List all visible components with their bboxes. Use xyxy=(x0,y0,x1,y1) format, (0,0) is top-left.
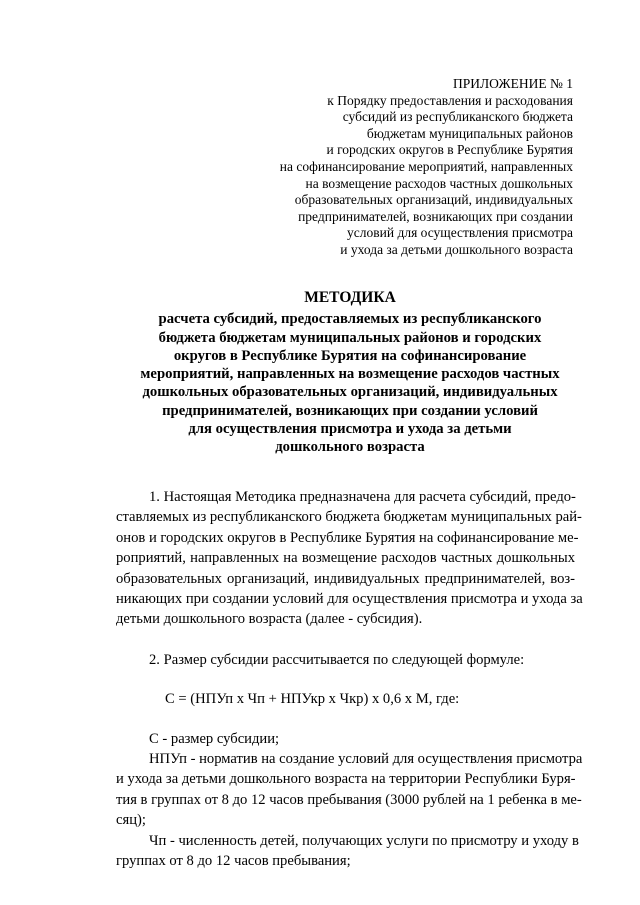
title-line: дошкольного возраста xyxy=(275,439,425,456)
paragraph-line: 2. Размер субсидии рассчитывается по следующей формуле: xyxy=(149,651,525,668)
appendix-line: и городских округов в Республике Бурятия xyxy=(326,142,573,158)
appendix-line: субсидий из республиканского бюджета xyxy=(342,109,573,125)
paragraph-line: никающих при создании условий для осуществления присмотра и ухода за xyxy=(116,591,583,608)
paragraph-line: и ухода за детьми дошкольного возраста на территории Республики Буря- xyxy=(116,771,576,788)
paragraph-1 xyxy=(116,487,583,630)
subsidy-formula: С = (НПУп х Чп + НПУкр х Чкр) х 0,6 х М, где: xyxy=(165,691,460,708)
appendix-line: на софинансирование мероприятий, направленных xyxy=(279,158,573,174)
appendix-line: и ухода за детьми дошкольного возраста xyxy=(340,241,573,257)
paragraph-line: С - размер субсидии; xyxy=(149,730,280,747)
title-line: бюджета бюджетам муниципальных районов и городских xyxy=(158,329,542,346)
appendix-line: ПРИЛОЖЕНИЕ № 1 xyxy=(452,76,573,91)
paragraph-line: Чп - численность детей, получающих услуги по присмотру и уходу в xyxy=(149,832,579,849)
title-line: расчета субсидий, предоставляемых из республиканского xyxy=(158,311,542,328)
paragraph-line: 1. Настоящая Методика предназначена для расчета субсидий, предо- xyxy=(149,489,576,505)
definition-chp xyxy=(116,831,579,872)
paragraph-2 xyxy=(116,650,575,670)
paragraph-line: детьми дошкольного возраста (далее - субсидия). xyxy=(116,611,423,628)
paragraph-line: сяц); xyxy=(116,812,146,829)
title-line: предпринимателей, возникающих при создании условий xyxy=(162,402,538,419)
document-title xyxy=(100,289,600,457)
appendix-line: образовательных организаций, индивидуальных xyxy=(294,192,573,208)
appendix-line: к Порядку предоставления и расходования xyxy=(327,92,573,108)
title-heading: МЕТОДИКА xyxy=(304,289,396,306)
appendix-line: на возмещение расходов частных дошкольных xyxy=(305,175,573,191)
paragraph-line: ставляемых из республиканского бюджета бюджетам муниципальных рай- xyxy=(116,509,582,526)
title-line: дошкольных образовательных организаций, индивидуальных xyxy=(142,384,558,401)
appendix-line: бюджетам муниципальных районов xyxy=(366,125,573,141)
paragraph-line: роприятий, направленных на возмещение расходов частных дошкольных xyxy=(116,550,575,567)
paragraph-line: НПУп - норматив на создание условий для осуществления присмотра xyxy=(149,751,583,768)
paragraph-line: онов и городских округов в Республике Бурятия на софинансирование ме- xyxy=(116,529,579,546)
appendix-line: предпринимателей, возникающих при создании xyxy=(298,208,573,224)
paragraph-line: тия в группах от 8 до 12 часов пребывания (3000 рублей на 1 ребенка в ме- xyxy=(116,791,582,808)
paragraph-line: образовательных организаций, индивидуальных предпринимателей, воз- xyxy=(116,570,575,587)
paragraph-line: группах от 8 до 12 часов пребывания; xyxy=(116,853,351,870)
definition-c xyxy=(116,729,575,749)
appendix-header xyxy=(240,76,573,259)
appendix-line: условий для осуществления присмотра xyxy=(347,225,573,241)
title-line: мероприятий, направленных на возмещение расходов частных xyxy=(140,366,560,383)
document-body xyxy=(116,487,583,872)
title-line: для осуществления присмотра и ухода за детьми xyxy=(188,421,512,438)
definition-npup xyxy=(116,749,583,831)
title-line: округов в Республике Бурятия на софинансирование xyxy=(173,347,527,364)
